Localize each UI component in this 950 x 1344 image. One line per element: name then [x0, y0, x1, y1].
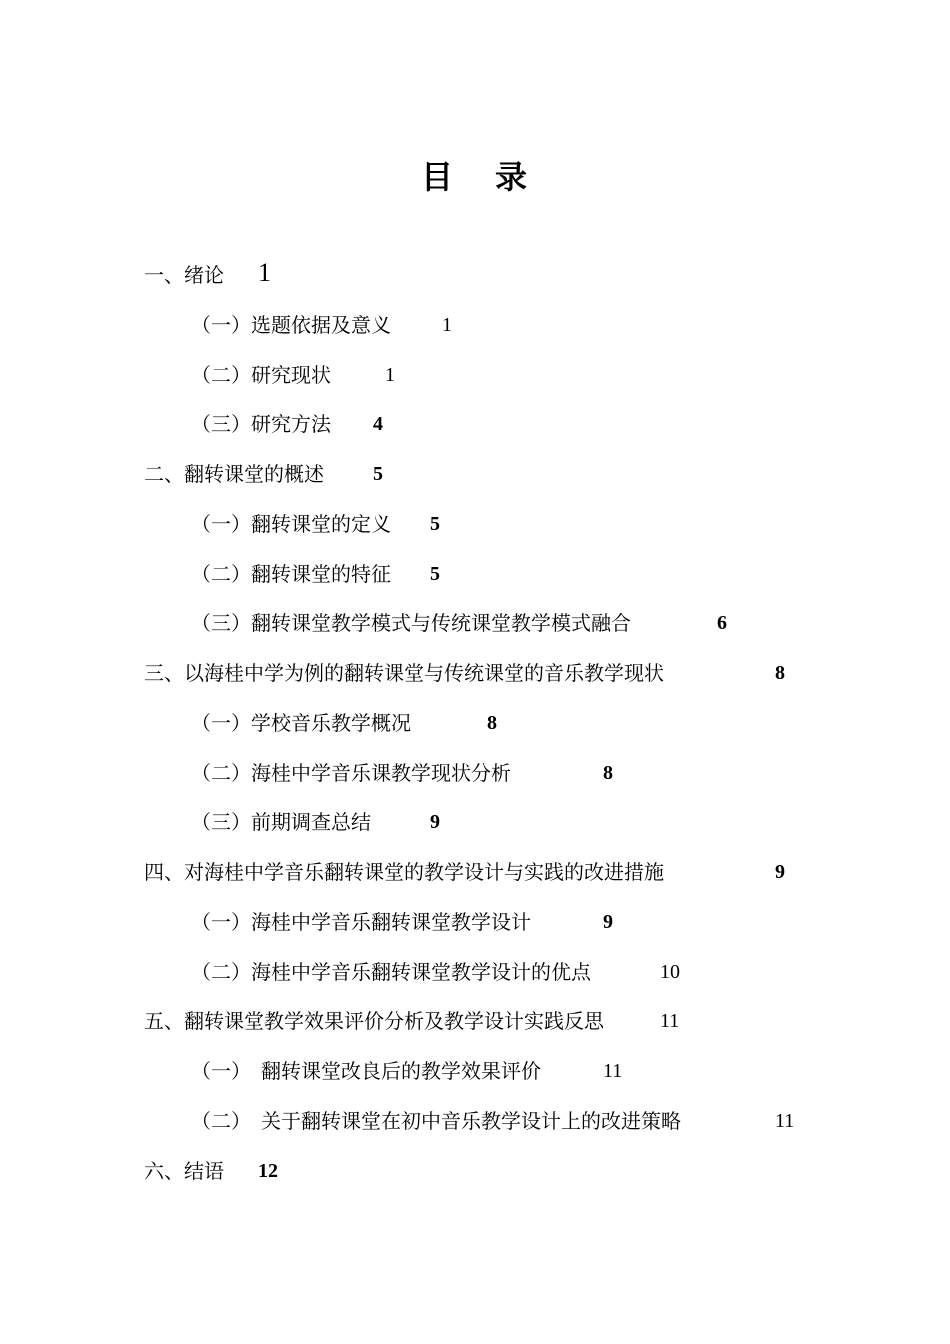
page-title: [0, 152, 950, 198]
toc-entry-page: 9: [775, 861, 785, 883]
toc-entry-page: 1: [258, 258, 271, 287]
toc-entry-page: 9: [430, 811, 440, 833]
toc-entry-page: 8: [487, 712, 497, 734]
toc-entry-label: （三）翻转课堂教学模式与传统课堂教学模式融合: [191, 611, 631, 635]
toc-entry-label: （二）研究现状: [191, 363, 331, 387]
toc-entry-label: 六、结语: [144, 1159, 224, 1183]
toc-entry-page: 5: [373, 463, 383, 485]
toc-entry-label: 五、翻转课堂教学效果评价分析及教学设计实践反思: [144, 1009, 604, 1033]
toc-entry-label: 四、对海桂中学音乐翻转课堂的教学设计与实践的改进措施: [144, 860, 664, 884]
toc-entry-label: （二）海桂中学音乐课教学现状分析: [191, 761, 511, 785]
toc-entry-page: 6: [717, 612, 727, 634]
toc-entry-label: （二）海桂中学音乐翻转课堂教学设计的优点: [191, 960, 591, 984]
toc-entry-page: 11: [775, 1110, 795, 1132]
toc-entry-label: （一）选题依据及意义: [191, 313, 391, 337]
toc-entry-page: 5: [430, 563, 440, 585]
toc-entry-label: （三）研究方法: [191, 412, 331, 436]
toc-entry-label: 三、以海桂中学为例的翻转课堂与传统课堂的音乐教学现状: [144, 661, 664, 685]
toc-entry-label: （一） 翻转课堂改良后的教学效果评价: [191, 1059, 541, 1083]
toc-entry-page: 11: [660, 1010, 680, 1032]
toc-entry-page: 10: [660, 961, 680, 983]
toc-entry-page: 5: [430, 513, 440, 535]
toc-entry-page: 9: [603, 911, 613, 933]
toc-entry-page: 1: [442, 314, 452, 336]
toc-entry-page: 8: [603, 762, 613, 784]
title-char-1: 目: [420, 158, 455, 196]
toc-entry-page: 12: [258, 1160, 278, 1182]
toc-entry-label: （二）翻转课堂的特征: [191, 562, 391, 586]
toc-entry-label: 二、翻转课堂的概述: [144, 462, 324, 486]
toc-entry-page: 4: [373, 413, 383, 435]
toc-entry-label: （一）学校音乐教学概况: [191, 711, 411, 735]
toc-entry-page: 1: [385, 364, 395, 386]
title-char-2: 录: [495, 158, 530, 196]
toc-entry-page: 11: [603, 1060, 623, 1082]
toc-entry-label: （二） 关于翻转课堂在初中音乐教学设计上的改进策略: [191, 1109, 681, 1133]
toc-entry-label: （三）前期调查总结: [191, 810, 371, 834]
toc-entry-label: （一）海桂中学音乐翻转课堂教学设计: [191, 910, 531, 934]
toc-entry-page: 8: [775, 662, 785, 684]
toc-entry-label: （一）翻转课堂的定义: [191, 512, 391, 536]
toc-entry-label: 一、绪论: [144, 263, 224, 287]
